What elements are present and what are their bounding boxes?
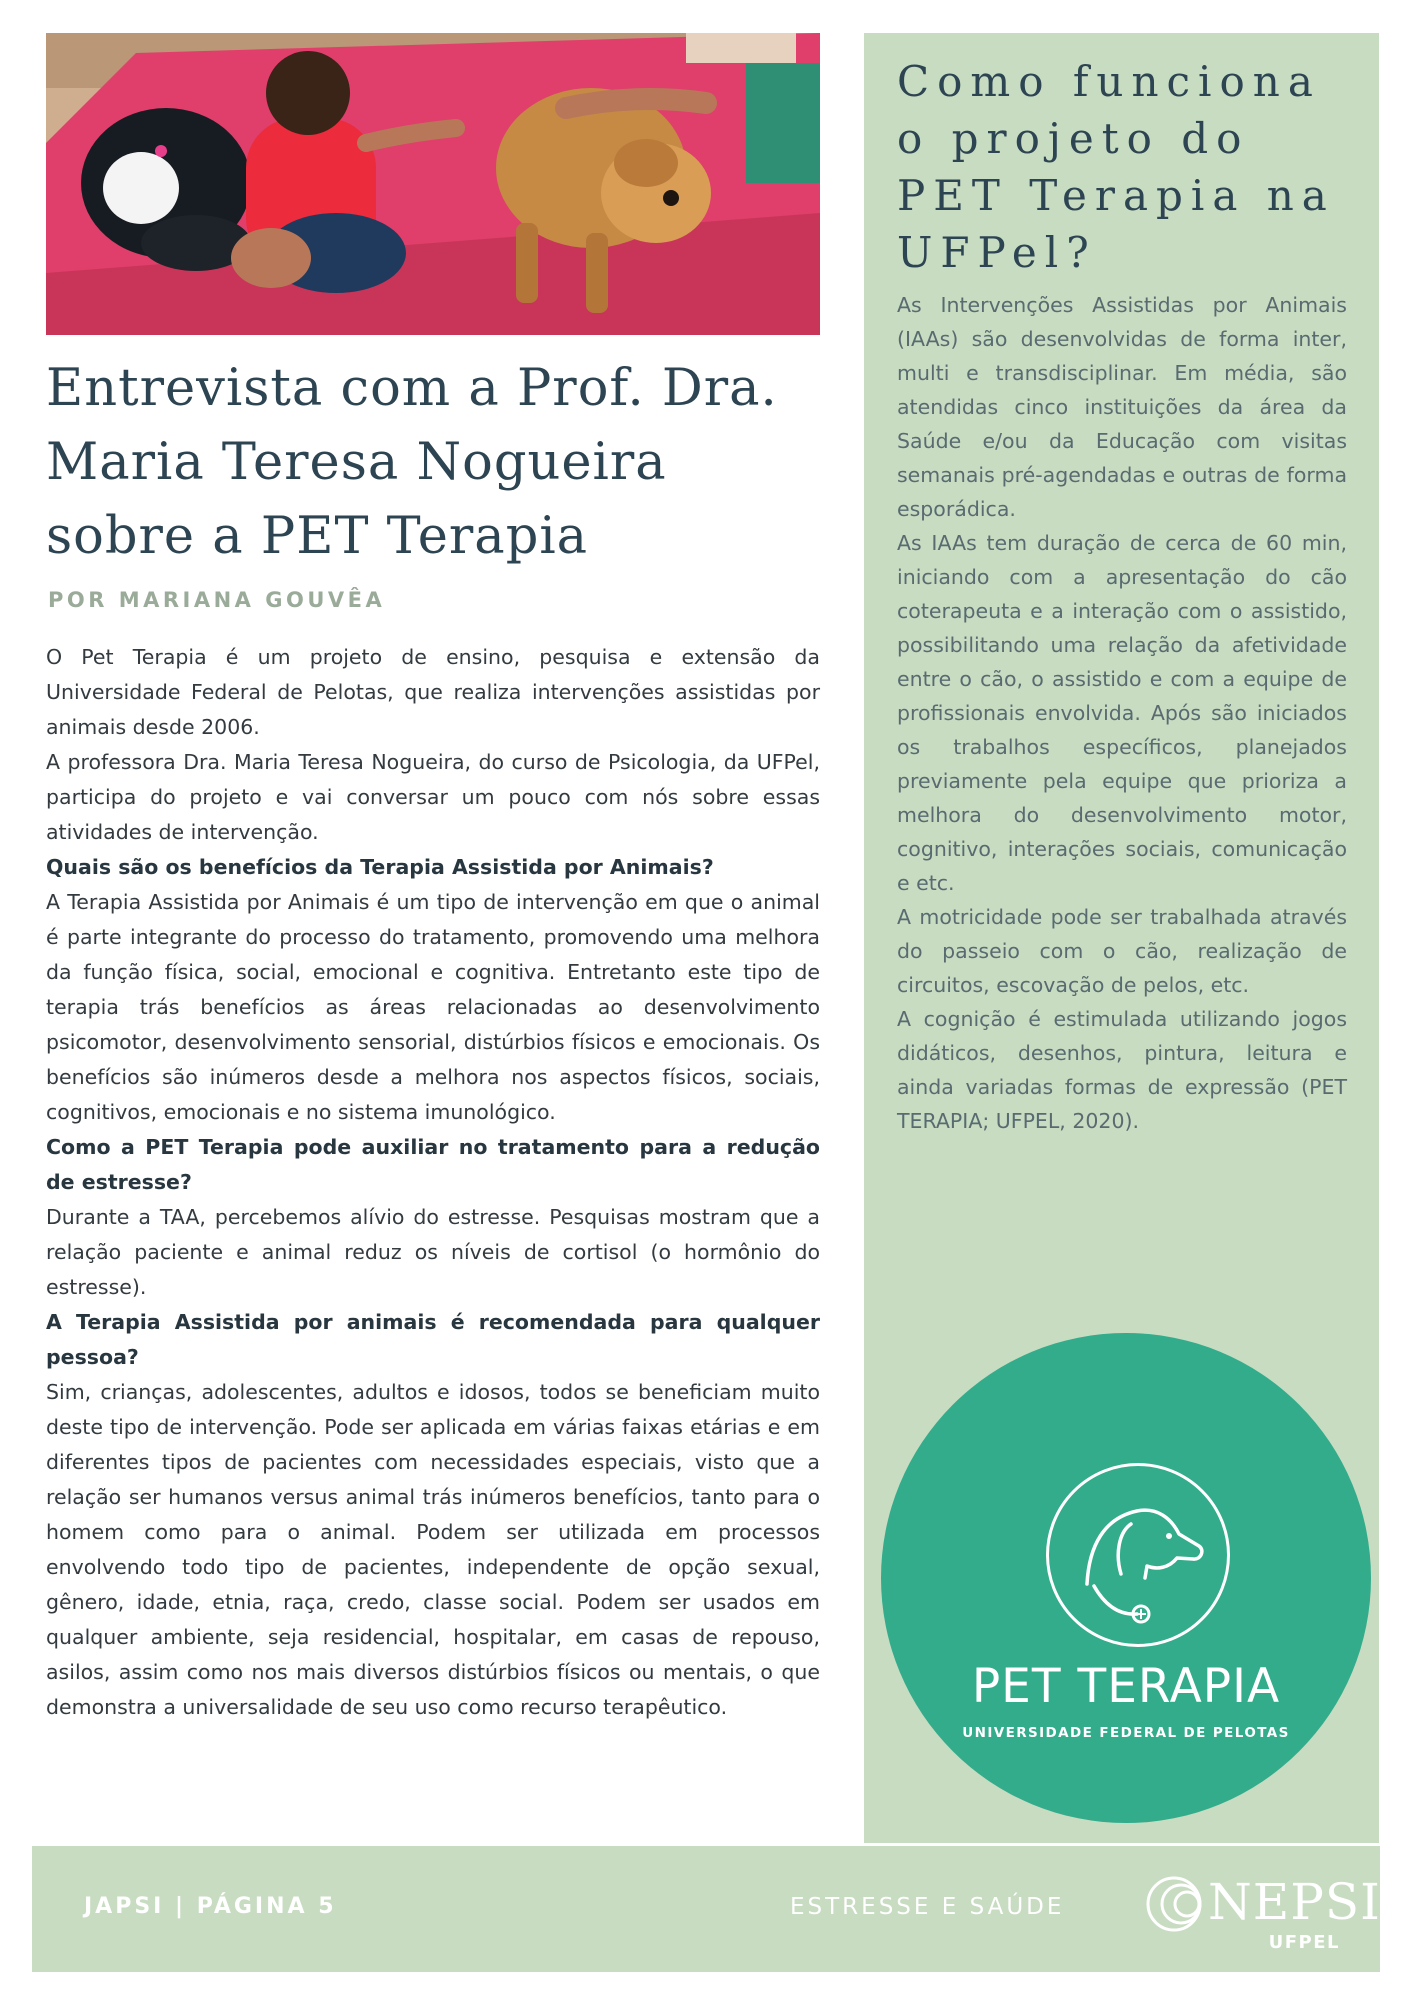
sidebar-paragraph: As IAAs tem duração de cerca de 60 min, iniciando com a apresentação do cão coterapeuta e a interação com o assistido, possibilitando uma relação da afetividade entre o cão, o assistido e com a equipe de profissionais envolvida. Após são iniciados os trabalhos específicos, planejados previamente pela equipe que prioriza a melhora do desenvolvimento motor, cognitivo, interações sociais, comunicação e etc. <box>897 531 1347 895</box>
nepsi-circles-icon <box>1144 1874 1206 1934</box>
sidebar-panel <box>864 33 1379 1843</box>
article-paragraph: Durante a TAA, percebemos alívio do estresse. Pesquisas mostram que a relação paciente e animal reduz os níveis de cortisol (o hormônio do estresse). <box>46 1205 820 1299</box>
article-body <box>46 640 820 1725</box>
nepsi-logo <box>1144 1873 1381 1964</box>
sidebar-paragraph: A cognição é estimulada utilizando jogos didáticos, desenhos, pintura, leitura e ainda variadas formas de expressão (PET TERAPIA; UFPEL, 2020). <box>897 1007 1347 1133</box>
article-paragraph: A Terapia Assistida por Animais é um tipo de intervenção em que o animal é parte integrante do processo do tratamento, promovendo uma melhora da função física, social, emocional e cognitiva. Entretanto este tipo de terapia trás benefícios as áreas relacionadas ao desenvolvimento psicomotor, desenvolvimento sensorial, distúrbios físicos e emocionais. Os benefícios são inúmeros desde a melhora nos aspectos físicos, sociais, cognitivos, emocionais e no sistema imunológico. <box>46 890 820 1124</box>
nepsi-brand-sub: UFPEL <box>1268 1932 1340 1953</box>
logo-name: PET TERAPIA <box>971 1659 1281 1714</box>
header-photo <box>46 33 820 335</box>
article-paragraph: O Pet Terapia é um projeto de ensino, pesquisa e extensão da Universidade Federal de Pelotas, que realiza intervenções assistidas por animais desde 2006. <box>46 645 820 739</box>
interview-question: A Terapia Assistida por animais é recomendada para qualquer pessoa? <box>46 1310 820 1369</box>
sidebar-paragraph: A motricidade pode ser trabalhada através do passeio com o cão, realização de circuitos, escovação de pelos, etc. <box>897 905 1347 997</box>
sidebar-title: Como funciona o projeto do PET Terapia na UFPel? <box>897 57 1335 277</box>
logo-subtitle: UNIVERSIDADE FEDERAL DE PELOTAS <box>962 1725 1290 1741</box>
sidebar-body <box>897 288 1347 1138</box>
article-byline: POR MARIANA GOUVÊA <box>48 588 386 612</box>
page-footer <box>32 1846 1380 1972</box>
sidebar-paragraph: As Intervenções Assistidas por Animais (IAAs) são desenvolvidas de forma inter, multi e transdisciplinar. Em média, são atendidas cinco instituições da área da Saúde e/ou da Educação com visitas semanais pré-agendadas e outras de forma esporádica. <box>897 293 1347 521</box>
logo-ring <box>1046 1463 1230 1647</box>
footer-section-label: ESTRESSE E SAÚDE <box>790 1894 1065 1920</box>
pet-terapia-logo <box>881 1333 1371 1823</box>
article-title: Entrevista com a Prof. Dra. Maria Teresa Nogueira sobre a PET Terapia <box>46 359 778 566</box>
interview-question: Quais são os benefícios da Terapia Assistida por Animais? <box>46 855 714 879</box>
footer-page-label: JAPSI | PÁGINA 5 <box>84 1894 337 1919</box>
article-paragraph: A professora Dra. Maria Teresa Nogueira, do curso de Psicologia, da UFPel, participa do projeto e vai conversar um pouco com nós sobre essas atividades de intervenção. <box>46 750 820 844</box>
article-paragraph: Sim, crianças, adolescentes, adultos e idosos, todos se beneficiam muito deste tipo de intervenção. Pode ser aplicada em várias faixas etárias e em diferentes tipos de pacientes com necessidades especiais, visto que a relação ser humanos versus animal trás inúmeros benefícios, tanto para o homem como para o animal. Podem ser utilizada em processos envolvendo todo tipo de pacientes, independente de opção sexual, gênero, idade, etnia, raça, credo, classe social. Podem ser usados em qualquer ambiente, seja residencial, hospitalar, em casas de repouso, asilos, assim como nos mais diversos distúrbios físicos ou mentais, o que demonstra a universalidade de seu uso como recurso terapêutico. <box>46 1380 820 1719</box>
interview-question: Como a PET Terapia pode auxiliar no tratamento para a redução de estresse? <box>46 1135 820 1194</box>
nepsi-brand-text: NEPSI <box>1208 1873 1381 1931</box>
dog-stethoscope-icon <box>1049 1466 1227 1644</box>
photo-children-with-dogs <box>46 33 820 335</box>
